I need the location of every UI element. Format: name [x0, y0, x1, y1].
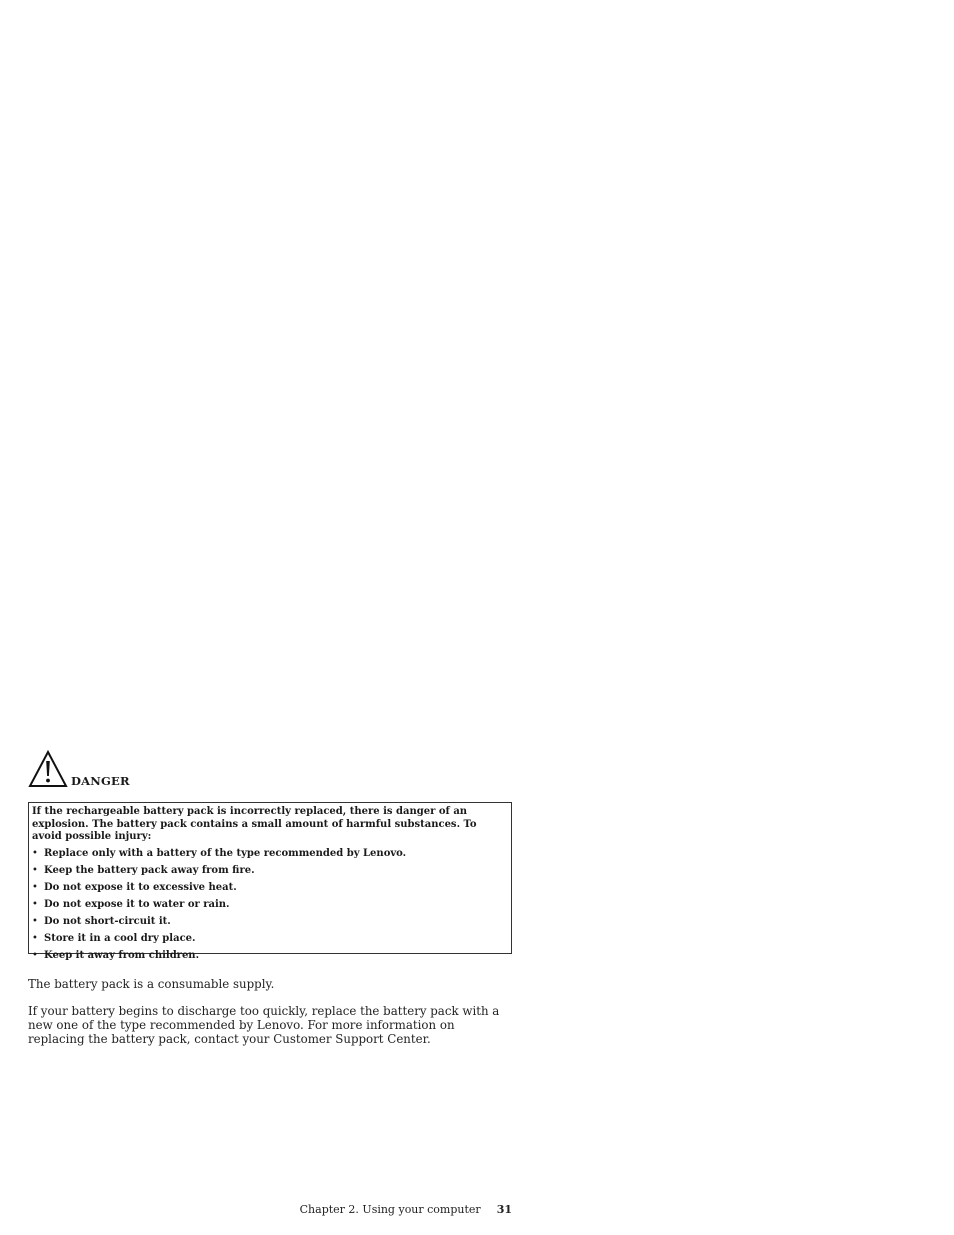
- list-item: • Do not expose it to excessive heat.: [32, 882, 237, 893]
- body-paragraph-consumable: The battery pack is a consumable supply.: [28, 977, 275, 991]
- chapter-title: Chapter 2. Using your computer: [299, 1203, 481, 1216]
- danger-intro: If the rechargeable battery pack is incorrectly replaced, there is danger of an explosion. The battery pack contains a small amount of harmful substances. To avoid possible injury:: [32, 806, 477, 842]
- bullet: •: [32, 848, 38, 859]
- list-item: • Store it in a cool dry place.: [32, 933, 196, 944]
- bullet: •: [32, 916, 38, 927]
- list-item: • Replace only with a battery of the type recommended by Lenovo.: [32, 848, 407, 859]
- list-item: • Keep the battery pack away from fire.: [32, 865, 255, 876]
- danger-notice-box: [28, 802, 512, 961]
- list-item: • Do not short-circuit it.: [32, 916, 171, 927]
- bullet: •: [32, 899, 38, 910]
- danger-label: DANGER: [71, 774, 130, 788]
- list-item: • Do not expose it to water or rain.: [32, 899, 230, 910]
- list-item: • Keep it away from children.: [32, 950, 200, 961]
- page-footer: [28, 1203, 512, 1216]
- bullet: •: [32, 882, 38, 893]
- bullet: •: [32, 950, 38, 961]
- danger-list: [32, 848, 505, 963]
- bullet: •: [32, 933, 38, 944]
- danger-heading: [28, 748, 130, 788]
- bullet: •: [32, 865, 38, 876]
- warning-triangle-icon: [28, 750, 68, 788]
- page-number: 31: [496, 1203, 512, 1216]
- body-paragraph-replace: If your battery begins to discharge too quickly, replace the battery pack with a new one of the type recommended by Lenovo. For more information on replacing the battery pack, contact your Customer Support Center.: [28, 1004, 500, 1046]
